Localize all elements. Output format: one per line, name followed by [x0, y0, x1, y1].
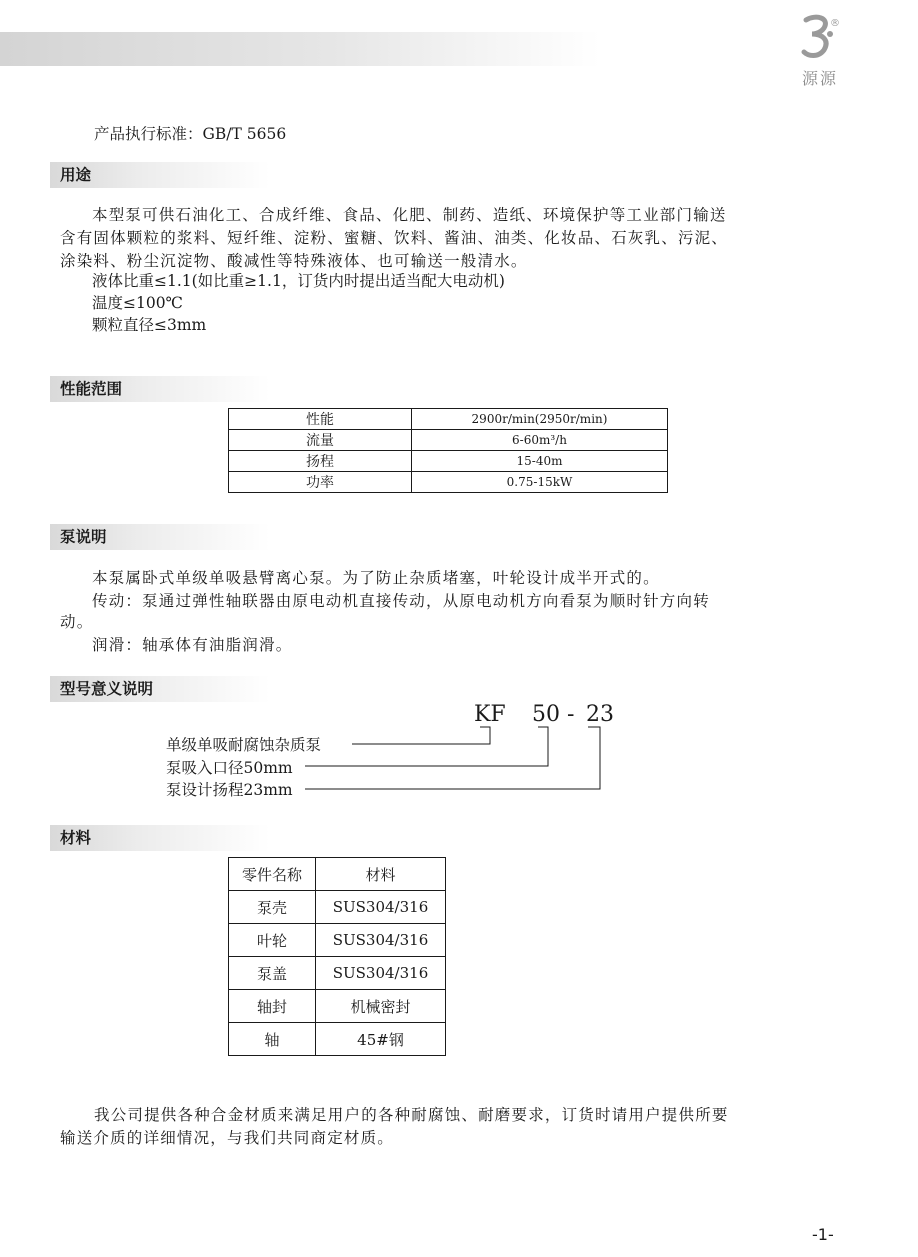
section-performance-title: 性能范围 [50, 376, 270, 402]
usage-line: 本型泵可供石油化工、合成纤维、食品、化肥、制药、造纸、环境保护等工业部门输送 [92, 206, 727, 224]
materials-material: 机械密封 [316, 990, 446, 1023]
model-code-dash: - [567, 702, 575, 727]
materials-material: 45#钢 [316, 1023, 446, 1056]
materials-material: SUS304/316 [316, 924, 446, 957]
performance-value: 15-40m [412, 451, 668, 472]
table-row [229, 1023, 446, 1056]
model-label-head: 泵设计扬程23mm [166, 781, 293, 799]
table-row [229, 957, 446, 990]
model-code-diameter: 50 [532, 702, 560, 727]
table-row [229, 409, 668, 430]
model-label-type: 单级单吸耐腐蚀杂质泵 [166, 736, 322, 754]
table-row [229, 430, 668, 451]
performance-value: 6-60m³/h [412, 430, 668, 451]
page-number: -1- [812, 1225, 834, 1244]
pump-line: 润滑：轴承体有油脂润滑。 [92, 636, 293, 654]
pump-line: 本泵属卧式单级单吸悬臂离心泵。为了防止杂质堵塞，叶轮设计成半开式的。 [92, 569, 660, 587]
product-standard: 产品执行标准：GB/T 5656 [94, 125, 287, 143]
table-row [229, 451, 668, 472]
closing-line: 输送介质的详细情况，与我们共同商定材质。 [60, 1129, 395, 1147]
brand-logo [790, 12, 850, 90]
materials-part: 叶轮 [229, 924, 316, 957]
materials-part: 轴 [229, 1023, 316, 1056]
usage-line: 温度≤100℃ [92, 294, 183, 312]
performance-value: 2900r/min(2950r/min) [412, 409, 668, 430]
usage-line: 含有固体颗粒的浆料、短纤维、淀粉、蜜糖、饮料、酱油、油类、化妆品、石灰乳、污泥、 [60, 229, 729, 247]
section-model-title: 型号意义说明 [50, 676, 270, 702]
header-bar [0, 32, 600, 66]
table-row [229, 891, 446, 924]
performance-value: 0.75-15kW [412, 472, 668, 493]
brand-name: 源源 [801, 69, 838, 88]
performance-key: 扬程 [229, 451, 412, 472]
performance-table [228, 408, 668, 493]
performance-key: 流量 [229, 430, 412, 451]
usage-line: 涂染料、粉尘沉淀物、酸减性等特殊液体、也可输送一般清水。 [60, 252, 528, 270]
performance-key: 功率 [229, 472, 412, 493]
table-header-row [229, 858, 446, 891]
usage-line: 液体比重≤1.1(如比重≥1.1，订货内时提出适当配大电动机) [92, 272, 505, 290]
materials-header-material: 材料 [316, 858, 446, 891]
materials-material: SUS304/316 [316, 891, 446, 924]
pump-line: 传动：泵通过弹性轴联器由原电动机直接传动，从原电动机方向看泵为顺时针方向转 [92, 592, 710, 610]
table-row [229, 924, 446, 957]
registered-mark: ® [830, 18, 840, 29]
model-code-head: 23 [586, 702, 614, 727]
section-usage-title: 用途 [50, 162, 270, 188]
usage-line: 颗粒直径≤3mm [92, 316, 207, 334]
closing-line: 我公司提供各种合金材质来满足用户的各种耐腐蚀、耐磨要求，订货时请用户提供所要 [94, 1106, 729, 1124]
materials-part: 泵壳 [229, 891, 316, 924]
section-materials-title: 材料 [50, 825, 270, 851]
pump-line: 动。 [60, 613, 94, 631]
performance-key: 性能 [229, 409, 412, 430]
materials-part: 轴封 [229, 990, 316, 1023]
model-code-kf: KF [474, 702, 506, 727]
materials-header-part: 零件名称 [229, 858, 316, 891]
model-label-diameter: 泵吸入口径50mm [166, 759, 293, 777]
materials-table [228, 857, 446, 1056]
section-pump-title: 泵说明 [50, 524, 270, 550]
table-row [229, 990, 446, 1023]
table-row [229, 472, 668, 493]
materials-material: SUS304/316 [316, 957, 446, 990]
materials-part: 泵盖 [229, 957, 316, 990]
